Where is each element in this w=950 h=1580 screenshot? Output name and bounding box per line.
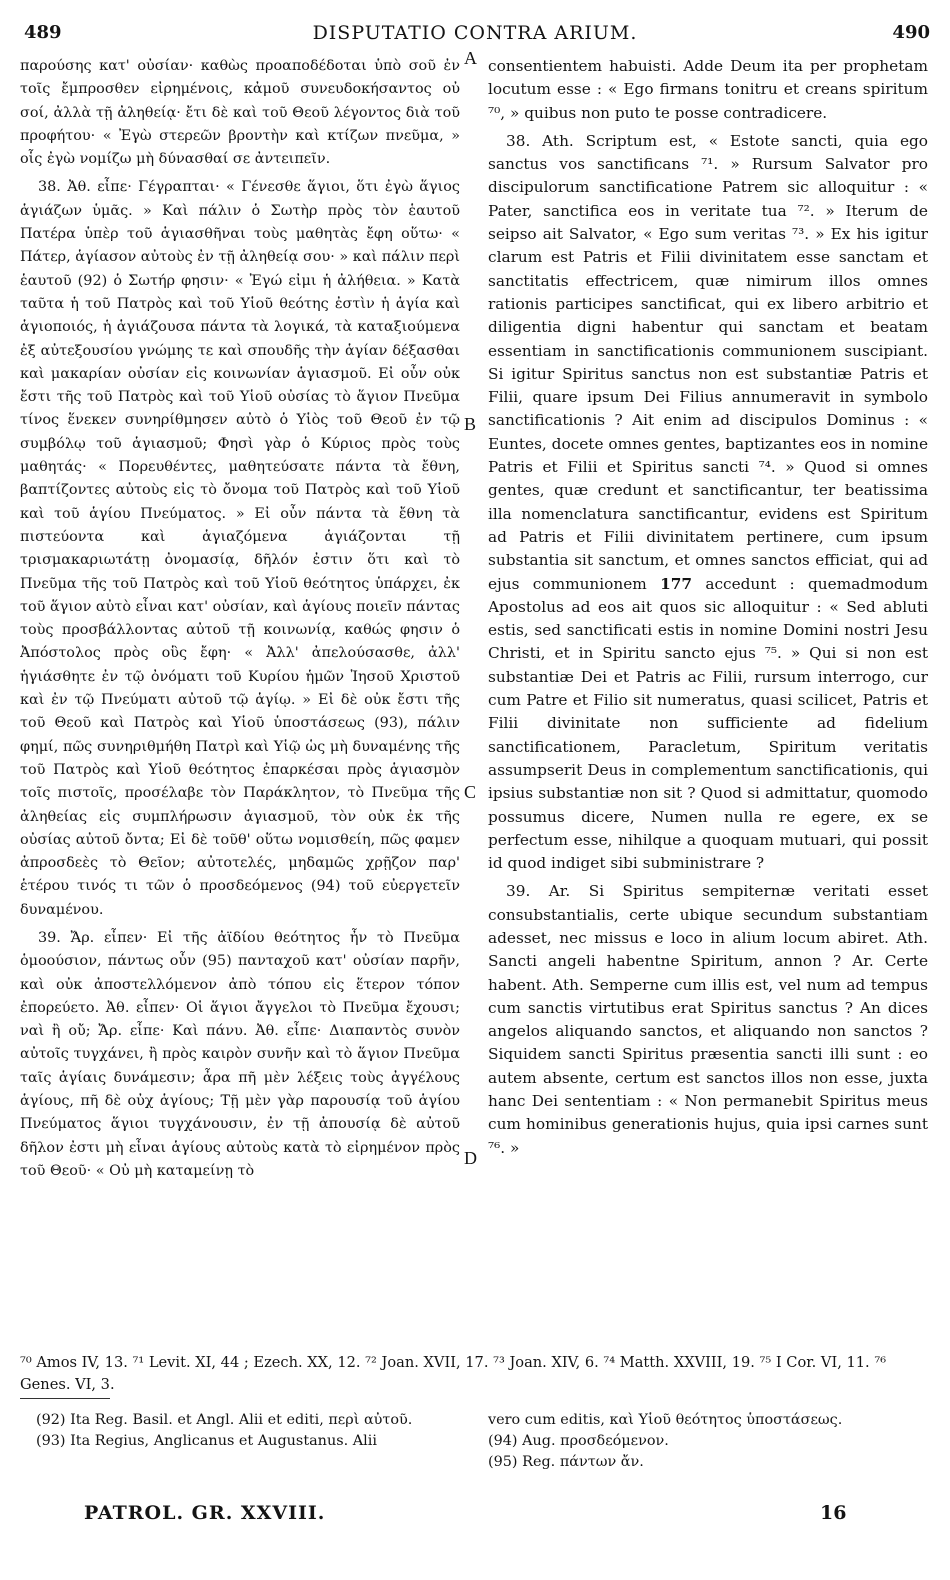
greek-paragraph: 39. Ἄρ. εἶπεν· Εἰ τῆς ἀϊδίου θεότητος ἦν τὸ Πνεῦμα ὁμοούσιον, πάντως οὖν (95) πανταχοῦ κατ' οὐσίαν παρῆν, καὶ οὐκ ἀποστελλόμενον ἀπὸ τόπου εἰς ἕτερον τόπον ἐπορεύετο. Ἀθ. εἶπεν· Οἱ ἅγιοι ἄγγελοι τὸ Πνεῦμα ἔχουσι; ναὶ ἢ οὔ; Ἄρ. εἶπε· Καὶ πάνυ. Ἀθ. εἶπε· Διαπαντὸς συνὸν αὐτοῖς τυγχάνει, ἢ πρὸς καιρὸν συνῆν καὶ τὸ ἅγιον Πνεῦμα ταῖς ἁγίαις δυνάμεσιν; ἆρα πῆ μὲν λέξεις τοὺς ἀγγέλους ἁγίους, πῆ δὲ οὐχ ἁγίους; Τῇ μὲν γὰρ παρουσίᾳ τοῦ ἁγίου Πνεύματος ἅγιοι τυγχάνουσιν, ἐν τῇ ἀπουσίᾳ δὲ αὐτοῦ δῆλον ἐστι μὴ εἶναι ἁγίους αὐτοὺς κατὰ τὸ εἰρημένον πρὸς τοῦ Θεοῦ· « Οὐ μὴ καταμείνῃ τὸ [20,929,460,1179]
scripture-footnotes: ⁷⁰ Amos IV, 13. ⁷¹ Levit. XI, 44 ; Ezech. XX, 12. ⁷² Joan. XVII, 17. ⁷³ Joan. XIV, 6. ⁷⁴ Matth. XXVIII, 19. ⁷⁵ I Cor. VI, 11. ⁷⁶ Genes. VI, 3. [20,1354,887,1393]
margin-marker-b: B [464,414,477,434]
running-title: DISPUTATIO CONTRA ARIUM. [312,22,638,44]
variant-note: vero cum editis, καὶ Υἱοῦ θεότητος ὑποστάσεως. [488,1412,843,1428]
variant-note: (95) Reg. πάντων ἄν. [488,1454,644,1470]
margin-marker-a: A [464,48,477,68]
page-number-left: 489 [24,22,62,43]
variant-note: (92) Ita Reg. Basil. et Angl. Alii et editi, περὶ αὐτοῦ. [36,1412,413,1428]
variant-notes-left [36,1410,456,1452]
page-header [20,22,930,50]
greek-column [20,55,460,1183]
latin-paragraph [488,130,928,876]
column-number: 177 [660,574,693,593]
latin-paragraph: 39. Ar. Si Spiritus sempiternæ veritati esset consubstantialis, certe ubique secundum substantiam adesset, nec missus e loco in alium locum abiret. Ath. Sancti angeli habentne Spiritum, annon ? Ar. Certe habent. Ath. Semperne cum illis est, vel num ad tempus cum sanctis virtutibus erat Spiritus sanctus ? An dices angelos aliquando sanctos, et aliquando non sanctos ? Siquidem sancti Spiritus præsentia sancti illi sunt : eo autem absente, certum est sanctos illos non esse, juxta hanc Dei sententiam : « Non permanebit Spiritus meus cum hominibus generationis hujus, quia ipsi carnes sunt ⁷⁶. » [488,882,928,1157]
page-number-right: 490 [892,22,930,43]
margin-marker-d: D [464,1148,477,1168]
latin-paragraph: consentientem habuisti. Adde Deum ita per prophetam locutum esse : « Ego firmans tonitru et creans spiritum ⁷⁰, » quibus non puto te posse contradicere. [488,57,928,122]
latin-text: accedunt : quemadmodum Apostolus ad eos ait quos sic alloquitur : « Sed abluti estis, sed sanctificati estis in nomine Domini nostri Jesu Christi, et in Spiritu sancto ejus ⁷⁵. » Qui si non est substantiæ Dei et Patris ac Filii, rursum interrogo, cur cum Patre et Filio sit numeratus, quasi scilicet, Patris et Filii divinitate non sufficiente ad fidelium sanctificationem, Paracletum, Spiritum veritatis assumpserit Deus in complementum sanctificationis, qui ipsius substantiæ non sit ? Quod si admittatur, quomodo possumus dicere, Numen nulla re egere, ex se perfectum esse, nihilque a quoquam mutuari, qui possit id quod indiget sibi subministrare ? [488,574,928,873]
variant-note: (93) Ita Regius, Anglicanus et Augustanus. Alii [36,1433,377,1449]
latin-text: 38. Ath. Scriptum est, « Estote sancti, quia ego sanctus vos sanctificans ⁷¹. » Rursum Salvator pro discipulorum sanctificatione Patrem sic alloquitur : « Pater, sanctifica eos in veritate tua ⁷². » Iterum de seipso ait Salvator, « Ego sum veritas ⁷³. » Ex his igitur clarum est Patris et Filii divinitatem esse sanctam et sanctitatis effectricem, quæ nimirum illos omnes rationis participes sanctificat, qui ex libero arbitrio et diligentia digni habentur qui sanctam et beatam essentiam in sanctificationis communionem suscipiant. Si igitur Spiritus sanctus non est substantiæ Patris et Filii, quare ipsum Dei Filius annumeravit in symbolo sanctificationis ? Ait enim ad discipulos Dominus : « Euntes, docete omnes gentes, baptizantes eos in nomine Patris et Filii et Spiritus sancti ⁷⁴. » Quod si omnes gentes, quæ credunt et sanctificantur, ter beatissima illa nomenclatura sanctificantur, evidens est Spiritum ad Patris et Filii divinitatem pertinere, cum ipsum substantia sit sanctum, et omnes sanctos efficiat, qui ad ejus communionem [488,131,928,593]
variant-notes-right [488,1410,928,1473]
margin-marker-c: C [464,782,477,802]
footnote-divider [20,1398,110,1399]
greek-paragraph: 38. Ἀθ. εἶπε· Γέγραπται· « Γένεσθε ἅγιοι, ὅτι ἐγὼ ἅγιος ἁγιάζων ὑμᾶς. » Καὶ πάλιν ὁ Σωτὴρ πρὸς τὸν ἑαυτοῦ Πατέρα ὑπὲρ τοῦ ἁγιασθῆναι τοὺς μαθητὰς ἔφη οὕτω· « Πάτερ, ἁγίασον αὐτοὺς ἐν τῇ ἀληθείᾳ σου· » καὶ πάλιν περὶ ἑαυτοῦ (92) ὁ Σωτήρ φησιν· « Ἐγώ εἰμι ἡ ἀλήθεια. » Κατὰ ταῦτα ἡ τοῦ Πατρὸς καὶ τοῦ Υἱοῦ θεότης ἐστὶν ἡ ἁγία καὶ ἁγιοποιός, ἡ ἁγιάζουσα πάντα τὰ λογικά, τὰ καταξιούμενα ἐξ αὐτεξουσίου γνώμης τε καὶ σπουδῆς τὴν ἁγίαν δέξασθαι καὶ μακαρίαν οὐσίαν εἰς κοινωνίαν ἁγιασμοῦ. Εἰ οὖν οὐκ ἔστι τῆς τοῦ Πατρὸς καὶ τοῦ Υἱοῦ οὐσίας τὸ ἅγιον Πνεῦμα τίνος ἕνεκεν συνηρίθμησεν αὐτὸ ὁ Υἱὸς τοῦ Θεοῦ ἐν τῷ συμβόλῳ τοῦ ἁγιασμοῦ; Φησὶ γὰρ ὁ Κύριος πρὸς τοὺς μαθητάς· « Πορευθέντες, μαθητεύσατε πάντα τὰ ἔθνη, βαπτίζοντες αὐτοὺς εἰς τὸ ὄνομα τοῦ Πατρὸς καὶ τοῦ Υἱοῦ καὶ τοῦ ἁγίου Πνεύματος. » Εἰ οὖν πάντα τὰ ἔθνη τὰ πιστεύοντα καὶ ἁγιαζόμενα ἁγιάζονται τῇ τρισμακαριωτάτῃ ὀνομασίᾳ, δῆλόν ἐστιν ὅτι καὶ τὸ Πνεῦμα τῆς τοῦ Πατρὸς καὶ τοῦ Υἱοῦ θεότητος ὑπάρχει, ἐκ τοῦ ἅγιον αὐτὸ εἶναι κατ' οὐσίαν, καὶ ἁγίους ποιεῖν πάντας τοὺς προσβάλλοντας αὐτοῦ τῇ κοινωνίᾳ, καθώς φησιν ὁ Ἀπόστολος πρὸς οὓς ἔφη· « Ἀλλ' ἀπελούσασθε, ἀλλ' ἡγιάσθητε ἐν τῷ ὀνόματι τοῦ Κυρίου ἡμῶν Ἰησοῦ Χριστοῦ καὶ ἐν τῷ Πνεύματι αὐτοῦ τῷ ἁγίῳ. » Εἰ δὲ οὐκ ἔστι τῆς τοῦ Θεοῦ καὶ Πατρὸς καὶ Υἱοῦ ὑποστάσεως (93), πάλιν φημί, πῶς συνηριθμήθη Πατρὶ καὶ Υἱῷ ὡς μὴ δυναμένης τῆς τοῦ Πατρὸς καὶ Υἱοῦ θεότητος ἐπαρκέσαι πρὸς ἁγιασμὸν τοῖς πιστοῖς, προσέλαβε τὸν Παράκλητον, τὸ Πνεῦμα τῆς ἀληθείας εἰς συμπλήρωσιν ἁγιασμοῦ, τὸν οὐκ ἐκ τῆς οὐσίας αὐτοῦ ὄντα; Εἰ δὲ τοῦθ' οὕτω νομισθείη, πῶς φαμεν ἀπροσδεὲς τὸ Θεῖον; αὐτοτελές, μηδαμῶς χρῇζον παρ' ἑτέρου τινός τι τῶν ὁ προσδεόμενος (94) τοῦ εὐεργετεῖν δυναμένου. [20,179,460,918]
series-signature: PATROL. GR. XXVIII. [84,1502,326,1524]
greek-paragraph: παρούσης κατ' οὐσίαν· καθὼς προαποδέδοται ὑπὸ σοῦ ἐν τοῖς ἔμπροσθεν εἰρημένοις, κἀμοῦ συνευδοκήσαντος οὐ σοί, ἀλλὰ τῇ ἀληθείᾳ· ἔτι δὲ καὶ τοῦ Θεοῦ λέγοντος διὰ τοῦ προφήτου· « Ἐγὼ στερεῶν βροντὴν καὶ κτίζων πνεῦμα, » οἷς ἐγὼ νομίζω μὴ δύνασθαί σε ἀντειπεῖν. [20,58,460,168]
latin-column [488,55,928,1160]
variant-note: (94) Aug. προσδεόμενον. [488,1433,669,1449]
gathering-number: 16 [820,1502,847,1524]
